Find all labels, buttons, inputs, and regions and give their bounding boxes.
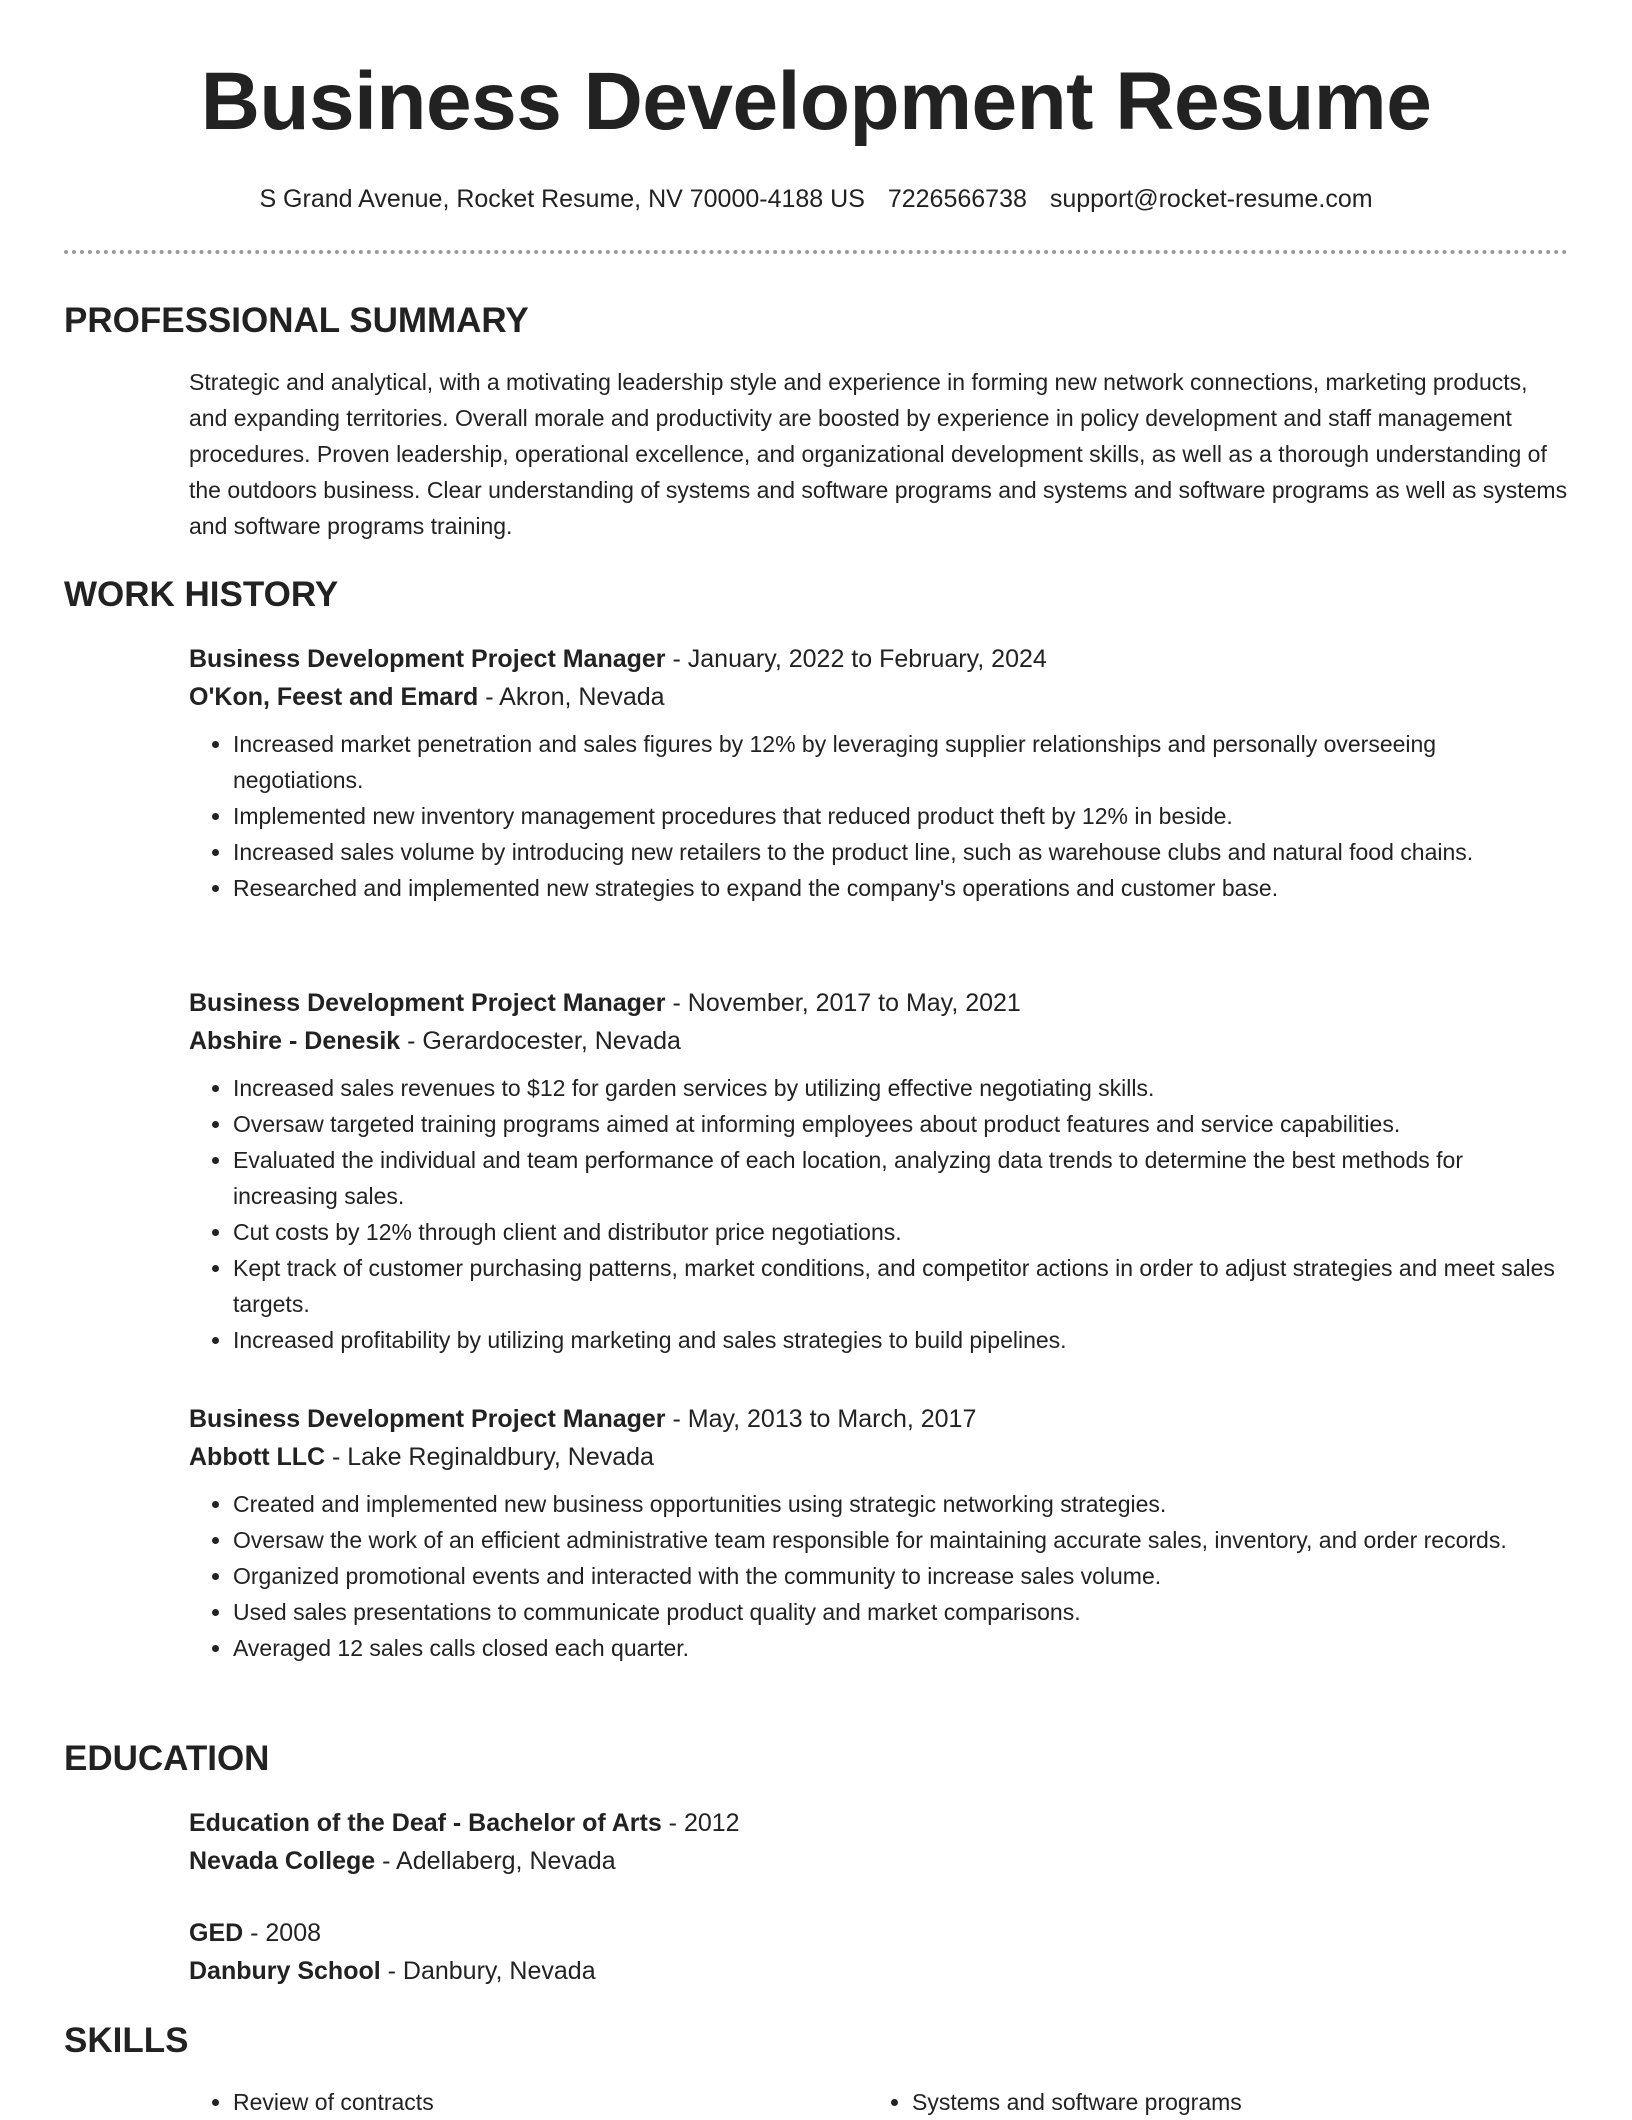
list-item: • Organized promotional events and interacted with the community to increase sales volume. [233,1558,1569,1594]
job-bullets [189,1486,1569,1666]
list-item: • Created and implemented new business opportunities using strategic networking strategies. [233,1486,1569,1522]
job-entry [189,640,1569,906]
list-item: • Increased sales revenues to $12 for garden services by utilizing effective negotiating skills. [233,1070,1569,1106]
job-entry [189,1400,1569,1666]
contact-phone: 7226566738 [887,185,1027,213]
list-item: • Review of contracts [233,2084,869,2120]
job-dates: - January, 2022 to February, 2024 [665,645,1047,673]
job-company-line [189,678,1569,716]
degree-name: Education of the Deaf - Bachelor of Arts [189,1809,662,1837]
skills-left-column [189,2084,869,2120]
skills-list [868,2084,1548,2120]
list-item: • Increased sales volume by introducing new retailers to the product line, such as warehouse clubs and natural food chains. [233,834,1569,870]
list-item: • Increased profitability by utilizing marketing and sales strategies to build pipelines. [233,1322,1569,1358]
list-item: • Oversaw targeted training programs aimed at informing employees about product features and service capabilities. [233,1106,1569,1142]
skills-heading: SKILLS [64,2021,189,2060]
list-item: • Cut costs by 12% through client and distributor price negotiations. [233,1214,1569,1250]
job-location: - Akron, Nevada [478,683,665,711]
education-heading: EDUCATION [64,1739,270,1778]
contact-address: S Grand Avenue, Rocket Resume, NV 70000-4188 US [259,185,865,213]
job-title-line [189,640,1569,678]
contact-line [0,182,1632,216]
job-title: Business Development Project Manager [189,645,666,673]
degree-name: GED [189,1919,244,1947]
summary-text: Strategic and analytical, with a motivating leadership style and experience in forming new network connections, marketing products, and expanding territories. Overall morale and productivity are boosted by experience in policy development and staff management procedures. Proven leadership, operational excellence, and organizational development skills, as well as a thorough understanding of the outdoors business. Clear understanding of systems and software programs and systems and software programs as well as systems and software programs training. [189,369,1568,539]
school-line [189,1952,1569,1990]
job-company-line [189,1022,1569,1060]
job-company: Abshire - Denesik [189,1027,401,1055]
degree-year: - 2012 [661,1809,740,1837]
school-name: Danbury School [189,1957,381,1985]
school-line [189,1842,1569,1880]
education-entry [189,1804,1569,1880]
job-company-line [189,1438,1569,1476]
school-location: - Adellaberg, Nevada [375,1847,616,1875]
job-title-line [189,1400,1569,1438]
job-location: - Lake Reginaldbury, Nevada [325,1443,654,1471]
job-title-line [189,984,1569,1022]
summary-heading: PROFESSIONAL SUMMARY [64,301,529,340]
resume-title: Business Development Resume [200,56,1432,147]
degree-line [189,1914,1569,1952]
work-history-heading: WORK HISTORY [64,575,339,614]
list-item: • Averaged 12 sales calls closed each quarter. [233,1630,1569,1666]
list-item: • Systems and software programs [912,2084,1548,2120]
job-dates: - November, 2017 to May, 2021 [665,989,1021,1017]
job-title: Business Development Project Manager [189,989,666,1017]
job-bullets [189,1070,1569,1358]
list-item: • Oversaw the work of an efficient administrative team responsible for maintaining accurate sales, inventory, and order records. [233,1522,1569,1558]
job-bullets [189,726,1569,906]
degree-year: - 2008 [243,1919,322,1947]
school-location: - Danbury, Nevada [380,1957,596,1985]
summary-section [189,364,1569,544]
school-name: Nevada College [189,1847,376,1875]
list-item: • Implemented new inventory management procedures that reduced product theft by 12% in beside. [233,798,1569,834]
list-item: • Increased market penetration and sales figures by 12% by leveraging supplier relationships and personally overseeing negotiations. [233,726,1569,798]
list-item: • Evaluated the individual and team performance of each location, analyzing data trends to determine the best methods for increasing sales. [233,1142,1569,1214]
contact-email: support@rocket-resume.com [1049,185,1373,213]
list-item: • Used sales presentations to communicate product quality and market comparisons. [233,1594,1569,1630]
job-dates: - May, 2013 to March, 2017 [665,1405,977,1433]
job-entry [189,984,1569,1358]
degree-line [189,1804,1569,1842]
list-item: • Kept track of customer purchasing patterns, market conditions, and competitor actions in order to adjust strategies and meet sales targets. [233,1250,1569,1322]
job-company: Abbott LLC [189,1443,326,1471]
header-divider [64,250,1568,254]
job-location: - Gerardocester, Nevada [400,1027,681,1055]
education-entry [189,1914,1569,1990]
job-title: Business Development Project Manager [189,1405,666,1433]
skills-list [189,2084,869,2120]
job-company: O'Kon, Feest and Emard [189,683,479,711]
list-item: • Researched and implemented new strategies to expand the company's operations and customer base. [233,870,1569,906]
skills-right-column [868,2084,1548,2120]
